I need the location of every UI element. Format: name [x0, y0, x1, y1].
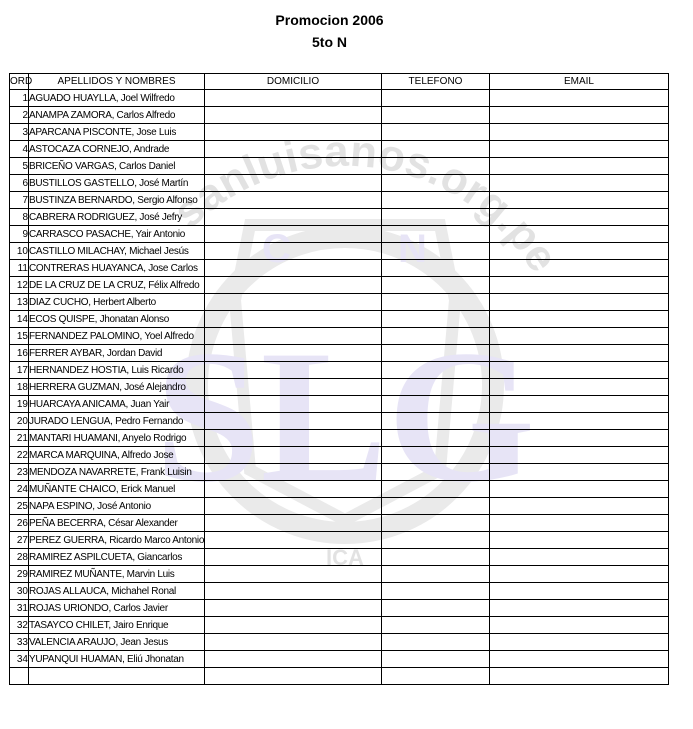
- col-email-header: EMAIL: [490, 74, 669, 90]
- table-row: [10, 209, 669, 226]
- row-ord: 5: [10, 158, 29, 175]
- row-email: [490, 328, 669, 345]
- row-email: [490, 566, 669, 583]
- row-ord: 26: [10, 515, 29, 532]
- row-phone: [382, 430, 490, 447]
- row-email: [490, 158, 669, 175]
- row-phone: [382, 107, 490, 124]
- row-name: TASAYCO CHILET, Jairo Enrique: [29, 617, 205, 634]
- row-ord: 19: [10, 396, 29, 413]
- row-email: [490, 294, 669, 311]
- row-address: [205, 124, 382, 141]
- table-row: [10, 260, 669, 277]
- table-row: [10, 413, 669, 430]
- row-email: [490, 107, 669, 124]
- table-row: [10, 583, 669, 600]
- row-ord: 9: [10, 226, 29, 243]
- row-ord: 11: [10, 260, 29, 277]
- row-name: VALENCIA ARAUJO, Jean Jesus: [29, 634, 205, 651]
- row-name: RAMIREZ ASPILCUETA, Giancarlos: [29, 549, 205, 566]
- row-address: [205, 600, 382, 617]
- row-name: HUARCAYA ANICAMA, Juan Yair: [29, 396, 205, 413]
- row-email: [490, 277, 669, 294]
- table-row: [10, 515, 669, 532]
- row-phone: [382, 90, 490, 107]
- row-address: [205, 243, 382, 260]
- row-phone: [382, 260, 490, 277]
- row-email: [490, 90, 669, 107]
- row-ord: 1: [10, 90, 29, 107]
- row-phone: [382, 209, 490, 226]
- roster-table: [9, 73, 669, 685]
- row-ord: 6: [10, 175, 29, 192]
- row-address: [205, 430, 382, 447]
- row-phone: [382, 566, 490, 583]
- table-row: [10, 379, 669, 396]
- row-address: [205, 141, 382, 158]
- row-name: ECOS QUISPE, Jhonatan Alonso: [29, 311, 205, 328]
- row-name: HERRERA GUZMAN, José Alejandro: [29, 379, 205, 396]
- row-email: [490, 141, 669, 158]
- table-row: [10, 396, 669, 413]
- table-row: [10, 464, 669, 481]
- row-address: [205, 311, 382, 328]
- row-phone: [382, 379, 490, 396]
- row-name: MENDOZA NAVARRETE, Frank Luisin: [29, 464, 205, 481]
- row-address: [205, 651, 382, 668]
- table-row: [10, 447, 669, 464]
- row-email: [490, 515, 669, 532]
- col-ord-header: ORD: [10, 74, 29, 90]
- document-subtitle: 5to N: [312, 34, 347, 50]
- row-ord: 31: [10, 600, 29, 617]
- row-phone: [382, 192, 490, 209]
- row-ord: 28: [10, 549, 29, 566]
- row-email: [490, 124, 669, 141]
- row-name: BUSTILLOS GASTELLO, José Martín: [29, 175, 205, 192]
- row-phone: [382, 634, 490, 651]
- row-address: [205, 328, 382, 345]
- row-email: [490, 583, 669, 600]
- col-address-header: DOMICILIO: [205, 74, 382, 90]
- table-row: [10, 617, 669, 634]
- table-row: [10, 175, 669, 192]
- table-row: [10, 481, 669, 498]
- row-ord: 3: [10, 124, 29, 141]
- row-address: [205, 549, 382, 566]
- row-phone: [382, 532, 490, 549]
- row-email: [490, 617, 669, 634]
- row-address: [205, 634, 382, 651]
- seal-letter-left: C: [262, 227, 291, 271]
- row-address: [205, 294, 382, 311]
- row-email: [490, 668, 669, 685]
- row-ord: 12: [10, 277, 29, 294]
- row-phone: [382, 396, 490, 413]
- row-name: MUÑANTE CHAICO, Erick Manuel: [29, 481, 205, 498]
- row-name: CARRASCO PASACHE, Yair Antonio: [29, 226, 205, 243]
- row-ord: 21: [10, 430, 29, 447]
- row-phone: [382, 294, 490, 311]
- row-name: MANTARI HUAMANI, Anyelo Rodrigo: [29, 430, 205, 447]
- row-name: CABRERA RODRIGUEZ, José Jefry: [29, 209, 205, 226]
- row-email: [490, 532, 669, 549]
- row-ord: 25: [10, 498, 29, 515]
- row-address: [205, 209, 382, 226]
- row-address: [205, 90, 382, 107]
- row-address: [205, 175, 382, 192]
- row-name: PEREZ GUERRA, Ricardo Marco Antonio: [29, 532, 205, 549]
- table-row: [10, 566, 669, 583]
- row-ord: 8: [10, 209, 29, 226]
- table-row: [10, 141, 669, 158]
- row-name: RAMIREZ MUÑANTE, Marvin Luis: [29, 566, 205, 583]
- row-ord: 29: [10, 566, 29, 583]
- row-ord: 14: [10, 311, 29, 328]
- row-name: HERNANDEZ HOSTIA, Luis Ricardo: [29, 362, 205, 379]
- table-row: [10, 498, 669, 515]
- row-phone: [382, 345, 490, 362]
- row-phone: [382, 413, 490, 430]
- row-ord: 15: [10, 328, 29, 345]
- row-phone: [382, 617, 490, 634]
- header-row: [10, 74, 669, 90]
- row-email: [490, 175, 669, 192]
- row-phone: [382, 226, 490, 243]
- row-name: JURADO LENGUA, Pedro Fernando: [29, 413, 205, 430]
- row-phone: [382, 141, 490, 158]
- row-ord: 34: [10, 651, 29, 668]
- row-email: [490, 311, 669, 328]
- roster-body: [10, 90, 669, 685]
- row-ord: 10: [10, 243, 29, 260]
- seal-arc-text: sanluisanos.org.pe: [163, 126, 568, 281]
- row-ord: [10, 668, 29, 685]
- table-row: [10, 158, 669, 175]
- row-address: [205, 362, 382, 379]
- row-phone: [382, 277, 490, 294]
- row-email: [490, 260, 669, 277]
- row-address: [205, 617, 382, 634]
- row-name: ROJAS URIONDO, Carlos Javier: [29, 600, 205, 617]
- row-address: [205, 566, 382, 583]
- row-address: [205, 345, 382, 362]
- row-email: [490, 209, 669, 226]
- row-ord: 18: [10, 379, 29, 396]
- table-row: [10, 124, 669, 141]
- row-email: [490, 243, 669, 260]
- table-row: [10, 634, 669, 651]
- row-name: DE LA CRUZ DE LA CRUZ, Félix Alfredo: [29, 277, 205, 294]
- row-ord: 27: [10, 532, 29, 549]
- row-email: [490, 651, 669, 668]
- row-phone: [382, 651, 490, 668]
- table-row: [10, 362, 669, 379]
- row-ord: 30: [10, 583, 29, 600]
- row-name: BUSTINZA BERNARDO, Sergio Alfonso: [29, 192, 205, 209]
- row-ord: 7: [10, 192, 29, 209]
- row-ord: 32: [10, 617, 29, 634]
- document-title: Promocion 2006: [275, 12, 384, 28]
- row-email: [490, 447, 669, 464]
- row-email: [490, 396, 669, 413]
- row-address: [205, 481, 382, 498]
- row-phone: [382, 243, 490, 260]
- row-phone: [382, 600, 490, 617]
- row-ord: 33: [10, 634, 29, 651]
- seal-city: ICA: [326, 545, 364, 570]
- row-phone: [382, 328, 490, 345]
- row-address: [205, 277, 382, 294]
- seal-monogram: SLG: [154, 312, 536, 522]
- row-email: [490, 192, 669, 209]
- row-email: [490, 498, 669, 515]
- row-phone: [382, 481, 490, 498]
- seal-letter-right: N: [398, 227, 427, 271]
- row-name: YUPANQUI HUAMAN, Eliú Jhonatan: [29, 651, 205, 668]
- row-name: NAPA ESPINO, José Antonio: [29, 498, 205, 515]
- row-phone: [382, 175, 490, 192]
- row-ord: 22: [10, 447, 29, 464]
- table-row: [10, 532, 669, 549]
- row-email: [490, 549, 669, 566]
- table-row: [10, 328, 669, 345]
- row-phone: [382, 158, 490, 175]
- row-email: [490, 362, 669, 379]
- row-name: FERNANDEZ PALOMINO, Yoel Alfredo: [29, 328, 205, 345]
- table-row: [10, 226, 669, 243]
- row-address: [205, 583, 382, 600]
- row-phone: [382, 447, 490, 464]
- row-name: CASTILLO MILACHAY, Michael Jesús: [29, 243, 205, 260]
- row-ord: 23: [10, 464, 29, 481]
- row-name: BRICEÑO VARGAS, Carlos Daniel: [29, 158, 205, 175]
- row-email: [490, 481, 669, 498]
- table-row: [10, 651, 669, 668]
- row-ord: 13: [10, 294, 29, 311]
- table-row: [10, 277, 669, 294]
- row-name: AGUADO HUAYLLA, Joel Wilfredo: [29, 90, 205, 107]
- row-address: [205, 668, 382, 685]
- row-name: MARCA MARQUINA, Alfredo Jose: [29, 447, 205, 464]
- row-name: APARCANA PISCONTE, Jose Luis: [29, 124, 205, 141]
- row-name: FERRER AYBAR, Jordan David: [29, 345, 205, 362]
- table-row: [10, 668, 669, 685]
- row-name: ROJAS ALLAUCA, Michahel Ronal: [29, 583, 205, 600]
- row-phone: [382, 124, 490, 141]
- row-name: CONTRERAS HUAYANCA, Jose Carlos: [29, 260, 205, 277]
- row-ord: 16: [10, 345, 29, 362]
- row-name: ASTOCAZA CORNEJO, Andrade: [29, 141, 205, 158]
- col-name-header: APELLIDOS Y NOMBRES: [29, 74, 205, 90]
- row-address: [205, 515, 382, 532]
- row-phone: [382, 668, 490, 685]
- table-row: [10, 90, 669, 107]
- table-row: [10, 192, 669, 209]
- row-ord: 20: [10, 413, 29, 430]
- row-phone: [382, 464, 490, 481]
- table-row: [10, 311, 669, 328]
- row-phone: [382, 549, 490, 566]
- row-ord: 17: [10, 362, 29, 379]
- row-address: [205, 107, 382, 124]
- row-ord: 24: [10, 481, 29, 498]
- row-phone: [382, 311, 490, 328]
- row-email: [490, 464, 669, 481]
- row-email: [490, 226, 669, 243]
- row-ord: 4: [10, 141, 29, 158]
- row-address: [205, 226, 382, 243]
- row-address: [205, 498, 382, 515]
- row-email: [490, 379, 669, 396]
- row-address: [205, 396, 382, 413]
- row-address: [205, 192, 382, 209]
- row-name: DIAZ CUCHO, Herbert Alberto: [29, 294, 205, 311]
- row-address: [205, 379, 382, 396]
- table-row: [10, 107, 669, 124]
- row-name: [29, 668, 205, 685]
- row-address: [205, 260, 382, 277]
- row-email: [490, 345, 669, 362]
- row-phone: [382, 498, 490, 515]
- table-row: [10, 345, 669, 362]
- row-address: [205, 158, 382, 175]
- row-name: PEÑA BECERRA, César Alexander: [29, 515, 205, 532]
- row-ord: 2: [10, 107, 29, 124]
- col-phone-header: TELEFONO: [382, 74, 490, 90]
- row-name: ANAMPA ZAMORA, Carlos Alfredo: [29, 107, 205, 124]
- row-address: [205, 464, 382, 481]
- table-row: [10, 430, 669, 447]
- row-address: [205, 447, 382, 464]
- row-email: [490, 634, 669, 651]
- row-email: [490, 600, 669, 617]
- row-address: [205, 532, 382, 549]
- table-row: [10, 549, 669, 566]
- row-email: [490, 430, 669, 447]
- table-row: [10, 243, 669, 260]
- row-email: [490, 413, 669, 430]
- row-phone: [382, 362, 490, 379]
- row-phone: [382, 583, 490, 600]
- table-row: [10, 294, 669, 311]
- table-row: [10, 600, 669, 617]
- row-phone: [382, 515, 490, 532]
- row-address: [205, 413, 382, 430]
